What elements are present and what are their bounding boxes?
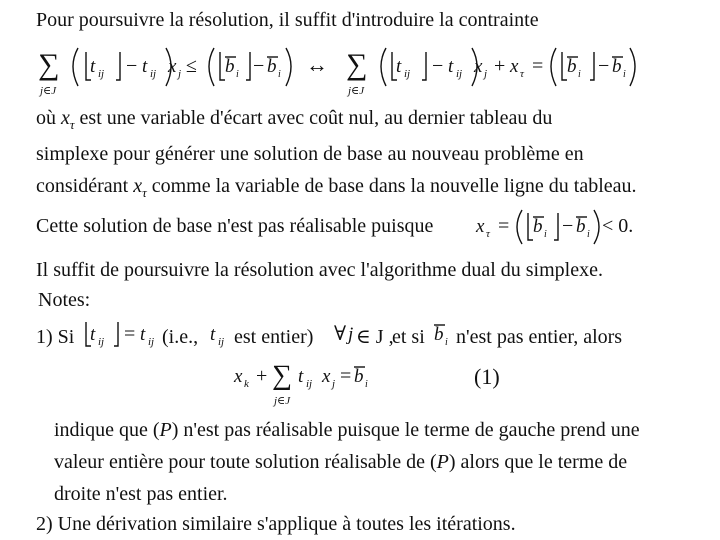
equivalence-arrow: ↔: [306, 52, 328, 77]
x-symbol: x: [510, 56, 519, 77]
infeasibility-equation: [474, 204, 664, 250]
t-index: ij: [404, 68, 411, 80]
note2-line: 2) Une dérivation similaire s'applique à toutes les itérations.: [36, 513, 516, 535]
b-symbol: b: [533, 216, 543, 237]
b-index: i: [236, 69, 239, 80]
close-paren: [594, 210, 599, 244]
close-paren: [286, 48, 291, 86]
x-index: j: [178, 68, 182, 80]
t-symbol: t: [90, 324, 96, 345]
ou-word: où: [36, 107, 56, 129]
t-symbol: t: [448, 56, 454, 77]
simplex-line: simplexe pour générer une solution de base au nouveau problème en: [36, 143, 584, 165]
equals-sign: =: [532, 55, 544, 77]
open-paren: [381, 48, 386, 86]
svg-text:j: j: [348, 324, 354, 345]
considerant-word: considérant: [36, 175, 129, 197]
x-symbol: x: [322, 366, 331, 387]
plus-sign: +: [256, 365, 268, 387]
t-symbol: t: [396, 56, 402, 77]
notes-heading: Notes:: [38, 289, 91, 311]
open-paren: [209, 48, 214, 86]
sum-symbol: ∑: [346, 48, 368, 81]
sum-index: j∈J: [40, 85, 57, 97]
b-index: i: [278, 69, 281, 80]
equals-sign: =: [498, 215, 510, 237]
t-index: ij: [306, 378, 313, 390]
b-symbol: b: [612, 56, 622, 77]
b-symbol: b: [354, 366, 364, 387]
basis-line: [36, 174, 637, 205]
indique-line-1: indique que (P) n'est pas réalisable puisque le terme de gauche prend une: [54, 419, 640, 441]
dual-simplex-line: Il suffit de poursuivre la résolution avec l'algorithme dual du simplexe.: [36, 259, 603, 281]
b-symbol: b: [225, 56, 235, 77]
constraint-equation: [34, 40, 674, 98]
svg-text:b: b: [434, 324, 444, 345]
floor-right: [114, 322, 118, 346]
svg-text:i: i: [445, 337, 448, 348]
svg-text:∀: ∀: [334, 323, 347, 345]
indique-line-2: valeur entière pour toute solution réalisable de (P) alors que le terme de: [54, 451, 628, 473]
floor-right: [554, 213, 558, 240]
t-symbol: t: [298, 366, 304, 387]
minus-sign: −: [126, 55, 138, 77]
svg-text:ij: ij: [218, 336, 225, 348]
x-symbol: x: [168, 56, 177, 77]
t-index: ij: [150, 68, 157, 80]
x-symbol: x: [234, 366, 243, 387]
floor-right: [422, 52, 426, 80]
open-paren: [551, 48, 556, 86]
svg-text:t: t: [210, 324, 216, 345]
t-index: ij: [98, 336, 105, 348]
t-ij-symbol: [208, 316, 232, 356]
tau-index: τ: [486, 228, 490, 240]
x-tau-var: $x_\tau$: [133, 175, 147, 200]
less-than-zero: < 0.: [602, 215, 634, 237]
intro-line: Pour poursuivre la résolution, il suffit d'introduire la contrainte: [36, 9, 539, 31]
equals-sign: =: [340, 365, 352, 387]
equation-one: [228, 352, 528, 410]
basis-text: comme la variable de base dans la nouvelle ligne du tableau.: [151, 175, 637, 197]
floor-right: [246, 52, 250, 80]
b-index: i: [578, 69, 581, 80]
minus-sign: −: [562, 215, 574, 237]
est-entier-word: est entier): [234, 326, 314, 348]
x-symbol: x: [476, 216, 485, 237]
slack-text: est une variable d'écart avec coût nul, au dernier tableau du: [79, 107, 553, 129]
x-tau-var: $x_\tau$: [61, 107, 75, 132]
k-index: k: [244, 378, 249, 390]
b-index: i: [365, 379, 368, 390]
t-index: ij: [98, 68, 105, 80]
t-symbol: t: [142, 56, 148, 77]
close-paren: [630, 48, 635, 86]
sum-index: j∈J: [348, 85, 365, 97]
infeasible-line: Cette solution de base n'est pas réalisable puisque: [36, 215, 434, 237]
b-index: i: [544, 229, 547, 240]
minus-sign: −: [253, 55, 265, 77]
b-symbol: b: [567, 56, 577, 77]
b-index: i: [623, 69, 626, 80]
et-si-word: et si: [392, 326, 425, 348]
t-symbol: t: [140, 324, 146, 345]
slack-variable-line: [36, 106, 552, 137]
indique-line-3: droite n'est pas entier.: [54, 483, 228, 505]
equation-number: (1): [474, 364, 500, 389]
minus-sign: −: [598, 55, 610, 77]
equals-sign: =: [124, 323, 136, 345]
tau-index: τ: [520, 68, 524, 80]
minus-sign: −: [432, 55, 444, 77]
b-symbol: b: [267, 56, 277, 77]
floor-right: [590, 52, 594, 80]
ie-word: (i.e.,: [162, 326, 199, 348]
le-sign: ≤: [186, 55, 197, 77]
floor-right: [116, 52, 120, 80]
floor-equality: [84, 316, 164, 356]
sum-symbol: ∑: [38, 48, 60, 81]
b-index: i: [587, 229, 590, 240]
x-index: j: [332, 378, 336, 390]
b-symbol: b: [576, 216, 586, 237]
b-i-symbol: [432, 316, 456, 356]
not-integer-line: n'est pas entier, alors: [456, 326, 623, 348]
t-symbol: t: [90, 56, 96, 77]
in-J-word: ∈ J ,: [356, 326, 394, 348]
x-index: j: [484, 68, 488, 80]
sum-symbol: ∑: [272, 360, 292, 391]
sum-index: j∈J: [274, 395, 291, 407]
open-paren: [73, 48, 78, 86]
x-symbol: x: [474, 56, 483, 77]
t-index: ij: [456, 68, 463, 80]
open-paren: [517, 210, 522, 244]
note1-prefix: 1) Si: [36, 326, 75, 348]
t-index: ij: [148, 336, 155, 348]
plus-sign: +: [494, 55, 506, 77]
